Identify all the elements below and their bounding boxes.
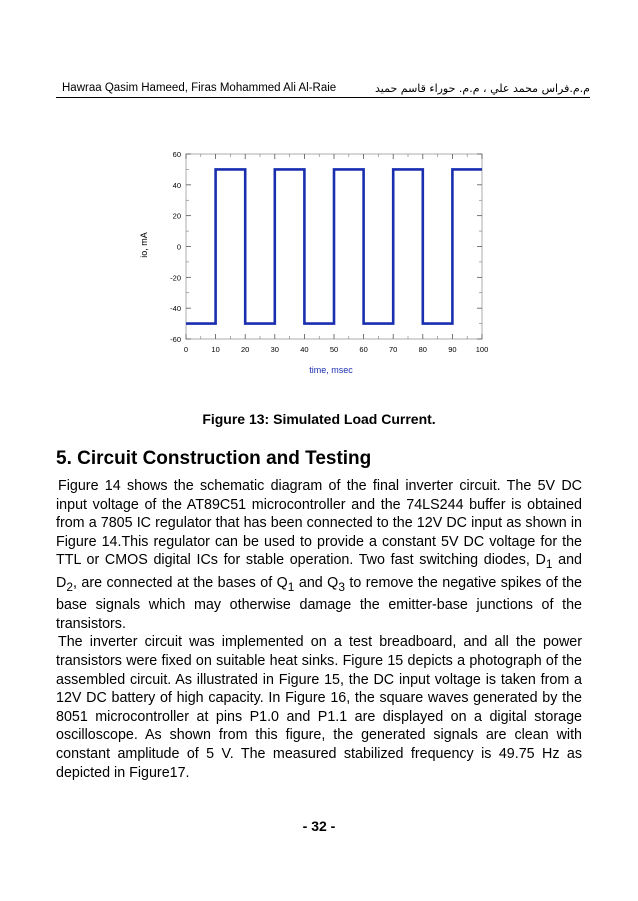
header-rule: [56, 97, 590, 98]
subscript-d2: 2: [66, 579, 73, 594]
p1-text-e: to remove the negative spikes of the base signals which may otherwise damage the emitter-base junctions of the transistors.: [56, 574, 582, 632]
x-tick-label: 10: [211, 345, 220, 354]
page-number: - 32 -: [302, 818, 336, 834]
header-authors-arabic: م.م.فراس محمد علي ، م.م. حوراء قاسم حميد: [375, 82, 590, 95]
x-tick-label: 60: [359, 345, 368, 354]
y-tick-label: -20: [170, 273, 181, 283]
p1-text-b: and D: [56, 552, 582, 591]
load-current-series: [186, 169, 482, 323]
y-tick-label: -60: [170, 335, 181, 344]
chart-series: [186, 169, 482, 323]
running-header: [56, 82, 590, 96]
y-tick-label: 40: [172, 180, 181, 190]
x-tick-label: 40: [300, 345, 309, 354]
x-tick-label: 20: [241, 345, 250, 354]
subscript-q1: 1: [287, 579, 295, 594]
p1-text-d: and Q: [294, 574, 339, 591]
load-current-chart: [130, 145, 505, 383]
y-tick-label: -40: [170, 304, 181, 314]
x-tick-label: 30: [270, 345, 279, 354]
figure-caption: Figure 13: Simulated Load Current.: [202, 411, 436, 427]
x-tick-label: 80: [418, 345, 427, 354]
x-tick-label: 50: [329, 345, 339, 354]
x-tick-label: 0: [183, 345, 189, 354]
y-tick-label: 20: [172, 211, 181, 221]
subscript-d1: 1: [545, 557, 553, 572]
x-axis-label: time, msec: [309, 365, 353, 375]
x-tick-label: 70: [389, 345, 398, 354]
y-tick-label: 0: [176, 242, 181, 252]
header-authors-english: Hawraa Qasim Hameed, Firas Mohammed Ali Al-Raie: [62, 82, 337, 94]
body-text: [56, 477, 582, 782]
subscript-q3: 3: [338, 579, 345, 594]
paragraph-2: The inverter circuit was implemented on a test breadboard, and all the power transistors were fixed on suitable heat sinks. Figure 15 depicts a photograph of the assembled circuit. As illustrated in Figure 15, the DC input voltage is taken from a 12V DC battery of high capacity. In Figure 16, the square waves generated by the 8051 microcontroller at pins P1.0 and P1.1 are displayed on a digital storage oscilloscope. As shown from this figure, the generated signals are clean with constant amplitude of 5 V. The measured stabilized frequency is 49.75 Hz as depicted in Figure17.: [56, 634, 582, 781]
x-tick-label: 100: [475, 345, 489, 354]
y-axis-label: io, mA: [139, 232, 149, 258]
section-heading: 5. Circuit Construction and Testing: [56, 448, 372, 469]
y-tick-label: 60: [172, 150, 181, 159]
paragraph-1: [56, 477, 582, 633]
p1-text-a: Figure 14 shows the schematic diagram of the final inverter circuit. The 5V DC input voltage of the AT89C51 microcontroller and the 74LS244 buffer is obtained from a 7805 IC regulator that has been connected to the 12V DC input as shown in Figure 14.This regulator can be used to provide a constant 5V DC voltage for the TTL or CMOS digital ICs for stable operation. Two fast switching diodes, D: [56, 478, 582, 569]
x-tick-label: 90: [448, 345, 457, 354]
p1-text-c: , are connected at the bases of Q: [72, 574, 288, 591]
